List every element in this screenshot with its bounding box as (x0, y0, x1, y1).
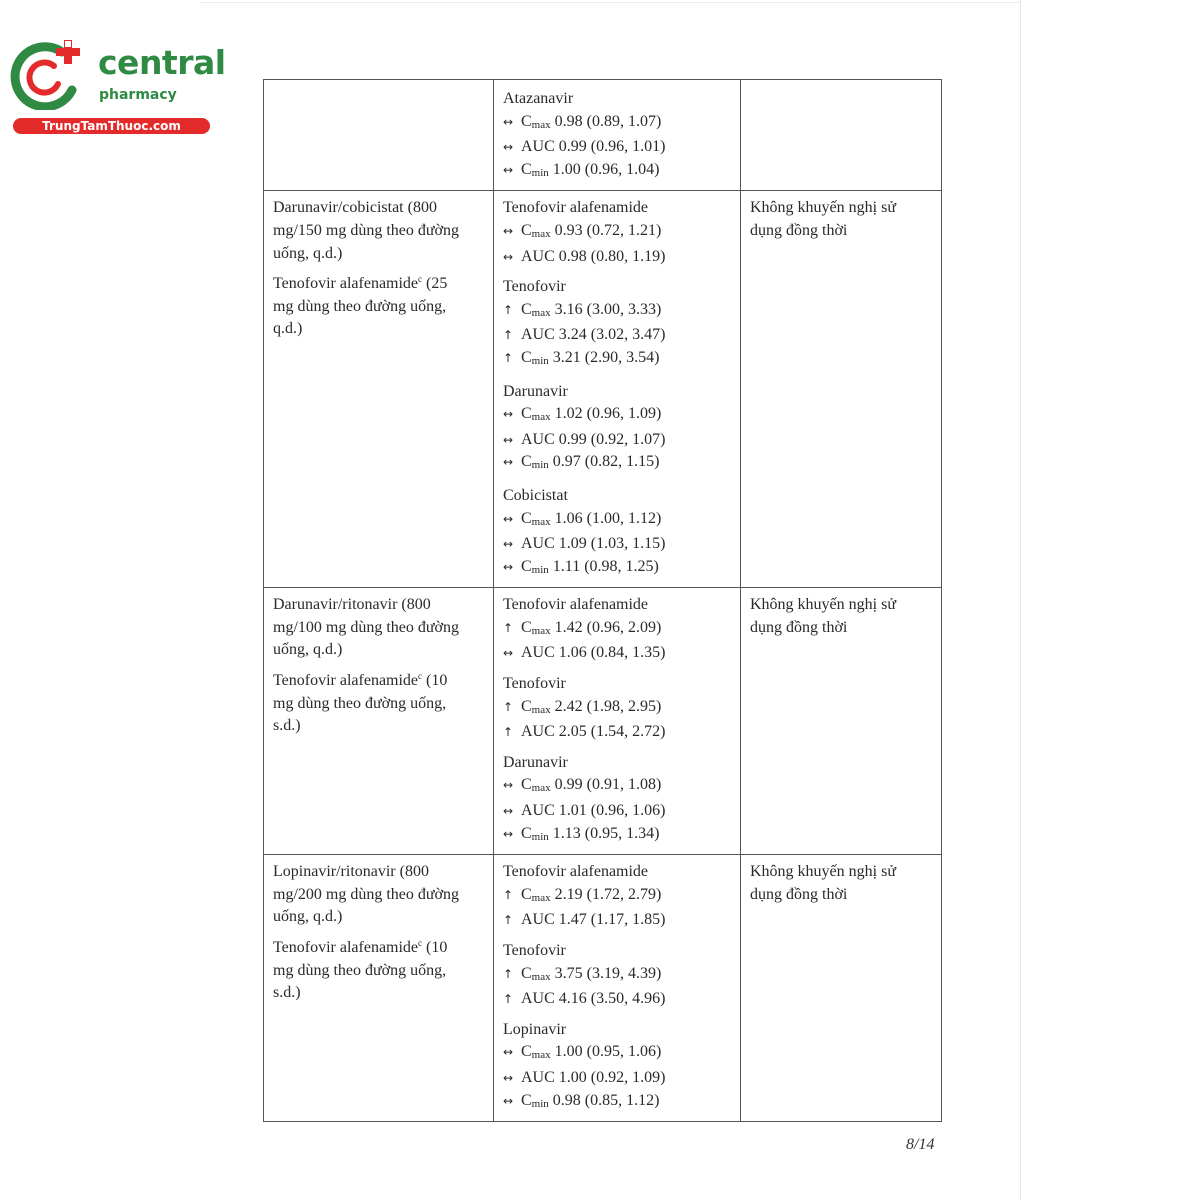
logo-brand: central (98, 43, 226, 82)
pk-parameter: C (521, 776, 532, 794)
table-row (264, 191, 942, 588)
pk-parameter-line (503, 884, 732, 910)
pk-parameter: AUC (521, 326, 555, 344)
drug-line: Darunavir/cobicistat (800 (273, 199, 437, 217)
drug-cell (264, 80, 494, 191)
effect-group (503, 88, 732, 184)
pk-parameter: AUC (521, 1068, 555, 1086)
pk-parameter-line (503, 508, 732, 534)
effect-group (503, 197, 732, 268)
pk-parameter-subscript: max (531, 227, 551, 240)
pk-parameter-line (503, 642, 732, 665)
pk-parameter-line (503, 111, 732, 137)
table-row (264, 855, 942, 1122)
pk-parameter-line (503, 721, 732, 744)
arrow-left-right-icon: ↔ (503, 162, 514, 177)
arrow-left-right-icon: ↔ (503, 1093, 514, 1108)
effect-group (503, 485, 732, 581)
arrow-left-right-icon: ↔ (503, 455, 514, 470)
effect-group (503, 1019, 732, 1115)
arrow-up-icon: ↑ (503, 913, 514, 928)
pk-parameter: AUC (521, 430, 555, 448)
arrow-left-right-icon: ↔ (503, 1045, 514, 1060)
pk-ratio-value: 1.00 (0.92, 1.09) (558, 1068, 666, 1086)
drug-line (273, 273, 485, 296)
agent-name: Darunavir (503, 382, 568, 400)
pk-parameter: C (521, 618, 532, 636)
pk-parameter-line (503, 909, 732, 932)
effect-group (503, 673, 732, 744)
drug-line: s.d.) (273, 984, 301, 1002)
pk-parameter-line (503, 696, 732, 722)
drug-name: Tenofovir alafenamide (273, 275, 419, 293)
pk-ratio-value: 1.11 (0.98, 1.25) (552, 557, 659, 575)
agent-name: Tenofovir alafenamide (503, 199, 649, 217)
pk-parameter: C (521, 509, 532, 527)
footnote-marker: c (418, 938, 423, 948)
pk-ratio-value: 0.99 (0.91, 1.08) (554, 776, 662, 794)
arrow-up-icon: ↑ (503, 328, 514, 343)
agent-name: Tenofovir (503, 942, 566, 959)
recommendation-text: dụng đồng thời (750, 618, 848, 636)
recommendation-cell (741, 855, 942, 1122)
recommendation-text: Không khuyến nghị sử (750, 596, 896, 614)
pk-parameter: AUC (521, 535, 555, 553)
drug-cell (264, 588, 494, 855)
arrow-left-right-icon: ↔ (503, 140, 514, 155)
co-administered-drug (273, 861, 485, 929)
arrow-up-icon: ↑ (503, 350, 514, 365)
pk-parameter-subscript: min (531, 563, 549, 576)
pk-parameter: C (521, 824, 532, 842)
pk-parameter-subscript: max (531, 782, 551, 795)
pk-ratio-value: 1.06 (0.84, 1.35) (558, 644, 666, 662)
pharmacy-cross-c-icon (10, 38, 92, 110)
pk-parameter: C (521, 221, 532, 239)
page-number: 8/14 (906, 1136, 935, 1153)
effect-group (503, 752, 732, 848)
pk-parameter-line (503, 1041, 732, 1067)
arrow-left-right-icon: ↔ (503, 646, 514, 661)
pk-parameter-subscript: min (531, 166, 549, 179)
pk-ratio-value: 0.99 (0.92, 1.07) (558, 430, 666, 448)
recommendation-cell (741, 191, 942, 588)
agent-name: Tenofovir alafenamide (503, 596, 649, 614)
pk-ratio-value: 1.01 (0.96, 1.06) (558, 802, 666, 820)
pk-ratio-value: 0.98 (0.80, 1.19) (558, 247, 666, 265)
agent-name: Cobicistat (503, 486, 568, 504)
logo-subtitle: pharmacy (99, 87, 177, 103)
arrow-left-right-icon: ↔ (503, 114, 514, 129)
pk-parameter-line (503, 988, 732, 1011)
pk-ratio-value: 3.24 (3.02, 3.47) (558, 326, 666, 344)
pk-parameter-subscript: max (531, 703, 551, 716)
arrow-left-right-icon: ↔ (503, 826, 514, 841)
pk-parameter-subscript: max (531, 970, 551, 983)
pk-ratio-value: 2.05 (1.54, 2.72) (558, 723, 666, 741)
pk-ratio-value: 3.16 (3.00, 3.33) (554, 300, 662, 318)
pk-parameter-line (503, 136, 732, 159)
pk-parameter-line (503, 299, 732, 325)
pk-parameter-line (503, 556, 732, 582)
arrow-left-right-icon: ↔ (503, 511, 514, 526)
pk-parameter-line (503, 347, 732, 373)
agent-name: Lopinavir (503, 1020, 567, 1038)
effect-group (503, 861, 732, 932)
pk-parameter-subscript: max (531, 515, 551, 528)
pk-ratio-value: 1.00 (0.95, 1.06) (554, 1043, 662, 1061)
arrow-left-right-icon: ↔ (503, 804, 514, 819)
drug-line: Darunavir/ritonavir (800 (273, 596, 431, 614)
effect-cell (494, 191, 741, 588)
pk-parameter-line (503, 1090, 732, 1116)
pk-parameter-line (503, 159, 732, 185)
pk-parameter: C (521, 964, 532, 982)
effect-group (503, 276, 732, 372)
arrow-up-icon: ↑ (503, 966, 514, 981)
pk-parameter: C (521, 1091, 532, 1109)
pk-ratio-value: 0.98 (0.89, 1.07) (554, 112, 662, 130)
pk-parameter-subscript: min (531, 830, 549, 843)
recommendation-text: dụng đồng thời (750, 221, 848, 239)
arrow-left-right-icon: ↔ (503, 778, 514, 793)
pk-ratio-value: 0.97 (0.82, 1.15) (552, 453, 660, 471)
arrow-up-icon: ↑ (503, 992, 514, 1007)
pk-parameter: C (521, 557, 532, 575)
pk-parameter: AUC (521, 911, 555, 929)
pk-parameter-subscript: min (531, 459, 549, 472)
drug-cell (264, 855, 494, 1122)
co-administered-drug (273, 197, 485, 265)
pk-ratio-value: 1.06 (1.00, 1.12) (554, 509, 662, 527)
pk-ratio-value: 0.98 (0.85, 1.12) (552, 1091, 660, 1109)
pk-parameter-subscript: min (531, 1097, 549, 1110)
arrow-left-right-icon: ↔ (503, 223, 514, 238)
effect-group (503, 940, 732, 1011)
effect-cell (494, 588, 741, 855)
pk-ratio-value: 1.02 (0.96, 1.09) (554, 405, 662, 423)
pk-parameter-line (503, 963, 732, 989)
arrow-left-right-icon: ↔ (503, 407, 514, 422)
pk-parameter-line (503, 451, 732, 477)
agent-name: Tenofovir (503, 675, 566, 693)
arrow-left-right-icon: ↔ (503, 432, 514, 447)
agent-name: Atazanavir (503, 90, 574, 107)
table-row (264, 588, 942, 855)
drug-line: Lopinavir/ritonavir (800 (273, 863, 429, 881)
pk-parameter-line (503, 324, 732, 347)
pk-ratio-value: 1.00 (0.96, 1.04) (552, 160, 660, 178)
drug-interaction-table (263, 79, 942, 1122)
pk-parameter-line (503, 800, 732, 823)
logo-url-badge: TrungTamThuoc.com (13, 118, 210, 134)
agent-name: Tenofovir alafenamide (503, 863, 649, 881)
drug-line: uống, q.d.) (273, 908, 343, 926)
recommendation-text: Không khuyến nghị sử (750, 199, 896, 217)
co-administered-drug (273, 594, 485, 662)
agent-name: Darunavir (503, 753, 568, 771)
drug-line: q.d.) (273, 320, 303, 338)
pk-parameter-line (503, 403, 732, 429)
pk-ratio-value: 2.19 (1.72, 2.79) (554, 885, 662, 903)
recommendation-text: Không khuyến nghị sử (750, 863, 896, 881)
tenofovir-dose (273, 670, 485, 738)
pk-parameter: C (521, 697, 532, 715)
tenofovir-dose (273, 937, 485, 1005)
drug-line: mg dùng theo đường uống, (273, 694, 447, 712)
drug-line: uống, q.d.) (273, 641, 343, 659)
drug-line: mg/150 mg dùng theo đường (273, 221, 460, 239)
page-top-edge (200, 2, 1020, 3)
recommendation-cell (741, 80, 942, 191)
recommendation-text: dụng đồng thời (750, 885, 848, 903)
drug-name: Tenofovir alafenamide (273, 672, 419, 690)
arrow-up-icon: ↑ (503, 302, 514, 317)
pk-ratio-value: 3.75 (3.19, 4.39) (554, 964, 662, 982)
pk-parameter: C (521, 348, 532, 366)
pk-parameter: AUC (521, 723, 555, 741)
pk-parameter: AUC (521, 990, 555, 1008)
footnote-marker: c (418, 274, 423, 285)
pk-ratio-value: 1.47 (1.17, 1.85) (558, 911, 666, 929)
pk-parameter-subscript: max (531, 118, 551, 131)
pk-parameter: C (521, 300, 532, 318)
pk-ratio-value: 1.09 (1.03, 1.15) (558, 535, 666, 553)
drug-line: s.d.) (273, 717, 301, 735)
pk-ratio-value: 0.99 (0.96, 1.01) (558, 138, 666, 156)
pk-parameter: C (521, 885, 532, 903)
drug-text: (25 (426, 275, 448, 293)
pk-parameter-line (503, 617, 732, 643)
pk-parameter: C (521, 160, 532, 178)
pk-ratio-value: 1.42 (0.96, 2.09) (554, 618, 662, 636)
pk-parameter-line (503, 533, 732, 556)
effect-cell (494, 80, 741, 191)
pk-parameter-subscript: max (531, 891, 551, 904)
pk-parameter: AUC (521, 802, 555, 820)
drug-name: Tenofovir alafenamide (273, 939, 419, 956)
pk-ratio-value: 2.42 (1.98, 2.95) (554, 697, 662, 715)
pk-parameter-subscript: max (531, 306, 551, 319)
pk-parameter: C (521, 453, 532, 471)
agent-name: Tenofovir (503, 278, 566, 296)
drug-line: mg/100 mg dùng theo đường (273, 618, 460, 636)
effect-group (503, 594, 732, 665)
pk-parameter-line (503, 774, 732, 800)
arrow-left-right-icon: ↔ (503, 537, 514, 552)
pk-parameter-line (503, 823, 732, 849)
pk-parameter-subscript: min (531, 354, 549, 367)
pk-ratio-value: 3.21 (2.90, 3.54) (552, 348, 660, 366)
pk-parameter: AUC (521, 247, 555, 265)
arrow-up-icon: ↑ (503, 620, 514, 635)
pk-parameter: AUC (521, 138, 555, 156)
pk-ratio-value: 4.16 (3.50, 4.96) (558, 990, 666, 1008)
drug-line: mg dùng theo đường uống, (273, 297, 447, 315)
arrow-left-right-icon: ↔ (503, 1070, 514, 1085)
table-row (264, 80, 942, 191)
arrow-left-right-icon: ↔ (503, 559, 514, 574)
pk-parameter-subscript: max (531, 624, 551, 637)
arrow-up-icon: ↑ (503, 725, 514, 740)
footnote-marker: c (418, 671, 423, 682)
pk-ratio-value: 0.93 (0.72, 1.21) (554, 221, 662, 239)
pk-parameter: C (521, 112, 532, 130)
pk-ratio-value: 1.13 (0.95, 1.34) (552, 824, 660, 842)
drug-line (273, 670, 485, 693)
drug-line: mg/200 mg dùng theo đường (273, 885, 460, 903)
pk-parameter-subscript: max (531, 1049, 551, 1062)
drug-text: (10 (426, 672, 448, 690)
pk-parameter: AUC (521, 644, 555, 662)
pk-parameter-line (503, 246, 732, 269)
pk-parameter-line (503, 429, 732, 452)
arrow-left-right-icon: ↔ (503, 249, 514, 264)
effect-cell (494, 855, 741, 1122)
tenofovir-dose (273, 273, 485, 341)
arrow-up-icon: ↑ (503, 887, 514, 902)
pk-parameter-line (503, 220, 732, 246)
drug-line (273, 937, 485, 960)
pk-parameter: C (521, 405, 532, 423)
drug-text: (10 (426, 939, 448, 956)
page-right-edge (1020, 0, 1021, 1200)
pk-parameter-line (503, 1067, 732, 1090)
central-pharmacy-logo (10, 38, 226, 138)
drug-line: uống, q.d.) (273, 244, 343, 262)
effect-group (503, 381, 732, 477)
pk-parameter: C (521, 1043, 532, 1061)
arrow-up-icon: ↑ (503, 699, 514, 714)
recommendation-cell (741, 588, 942, 855)
pk-parameter-subscript: max (531, 411, 551, 424)
drug-line: mg dùng theo đường uống, (273, 961, 447, 979)
drug-cell (264, 191, 494, 588)
